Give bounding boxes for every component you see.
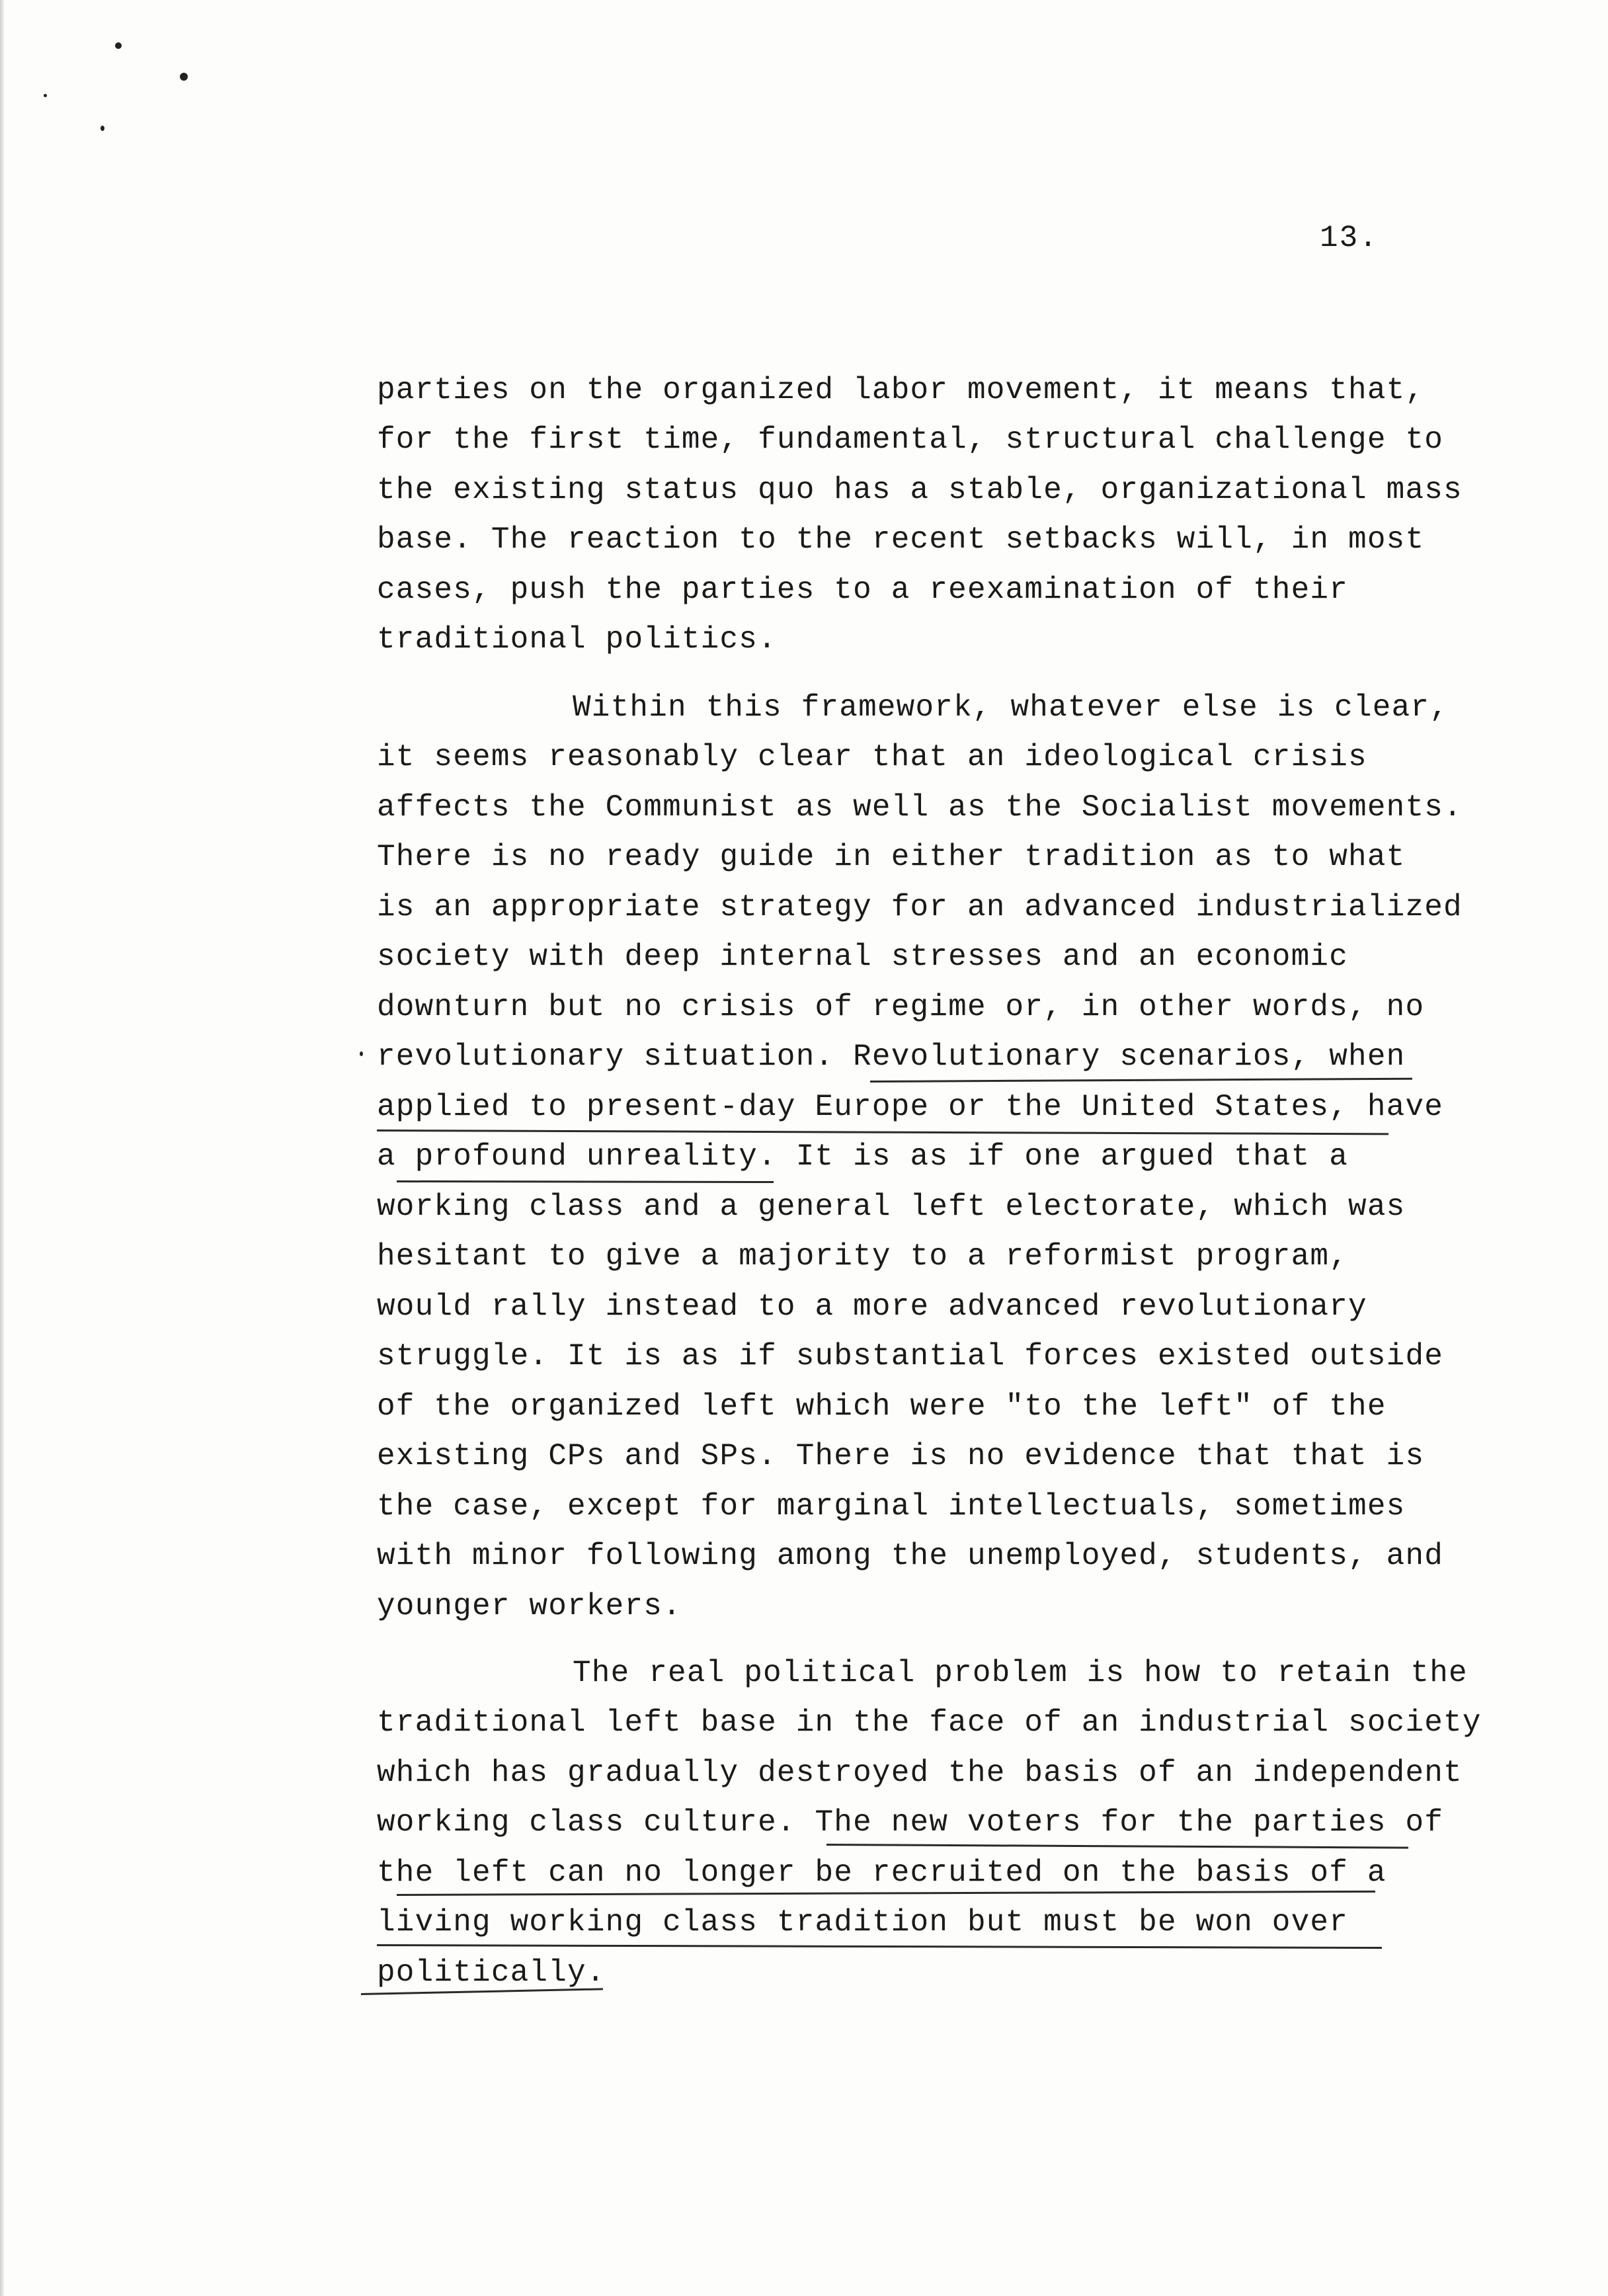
scan-speck: [115, 42, 122, 49]
text-line: politically.: [377, 1955, 606, 1990]
text-line: society with deep internal stresses and an economic: [377, 940, 1349, 974]
text-line: cases, push the parties to a reexamination of their: [377, 573, 1349, 607]
handwritten-underline: [826, 1844, 1408, 1849]
handwritten-underline: [397, 1180, 774, 1183]
text-line: traditional politics.: [377, 622, 777, 657]
text-line: working class culture. The new voters for the parties of: [377, 1805, 1444, 1840]
text-line: for the first time, fundamental, structural challenge to: [377, 423, 1444, 457]
scan-speck: [180, 73, 188, 81]
text-line: working class and a general left electorate, which was: [377, 1190, 1406, 1224]
text-line: base. The reaction to the recent setbacks will, in most: [377, 522, 1425, 557]
text-line: struggle. It is as if substantial forces existed outside: [377, 1339, 1444, 1374]
text-line: of the organized left which were "to the left" of the: [377, 1389, 1387, 1424]
text-line: affects the Communist as well as the Socialist movements.: [377, 790, 1463, 825]
text-line: a profound unreality. It is as if one argued that a: [377, 1139, 1349, 1174]
text-line: with minor following among the unemployed, students, and: [377, 1539, 1444, 1573]
text-line: the case, except for marginal intellectuals, sometimes: [377, 1489, 1406, 1524]
text-line: The real political problem is how to retain the: [573, 1656, 1468, 1690]
text-line: There is no ready guide in either tradition as to what: [377, 840, 1406, 874]
text-line: hesitant to give a majority to a reformist program,: [377, 1239, 1349, 1274]
text-line: applied to present-day Europe or the United States, have: [377, 1090, 1444, 1124]
scan-speck: [360, 1051, 363, 1056]
handwritten-underline: [377, 1129, 1388, 1135]
handwritten-underline: [870, 1078, 1412, 1083]
text-line: would rally instead to a more advanced revolutionary: [377, 1290, 1367, 1324]
page-number: 13.: [1320, 221, 1379, 255]
text-line: living working class tradition but must be won over: [377, 1905, 1349, 1940]
handwritten-underline: [377, 1944, 1382, 1949]
text-line: it seems reasonably clear that an ideological crisis: [377, 740, 1367, 774]
text-line: is an appropriate strategy for an advanced industrialized: [377, 890, 1463, 924]
text-line: which has gradually destroyed the basis of an independent: [377, 1756, 1463, 1790]
text-line: Within this framework, whatever else is clear,: [573, 690, 1449, 725]
scan-speck: [100, 126, 104, 131]
text-line: the existing status quo has a stable, organizational mass: [377, 473, 1463, 507]
text-line: downturn but no crisis of regime or, in other words, no: [377, 990, 1425, 1024]
text-line: the left can no longer be recruited on the basis of a: [377, 1856, 1387, 1890]
text-line: revolutionary situation. Revolutionary scenarios, when: [377, 1040, 1406, 1074]
text-line: parties on the organized labor movement, it means that,: [377, 373, 1425, 407]
text-line: younger workers.: [377, 1589, 682, 1623]
text-line: existing CPs and SPs. There is no evidence that that is: [377, 1439, 1425, 1473]
scan-speck: [44, 94, 47, 97]
scan-edge: [0, 0, 4, 2296]
text-line: traditional left base in the face of an industrial society: [377, 1705, 1482, 1740]
